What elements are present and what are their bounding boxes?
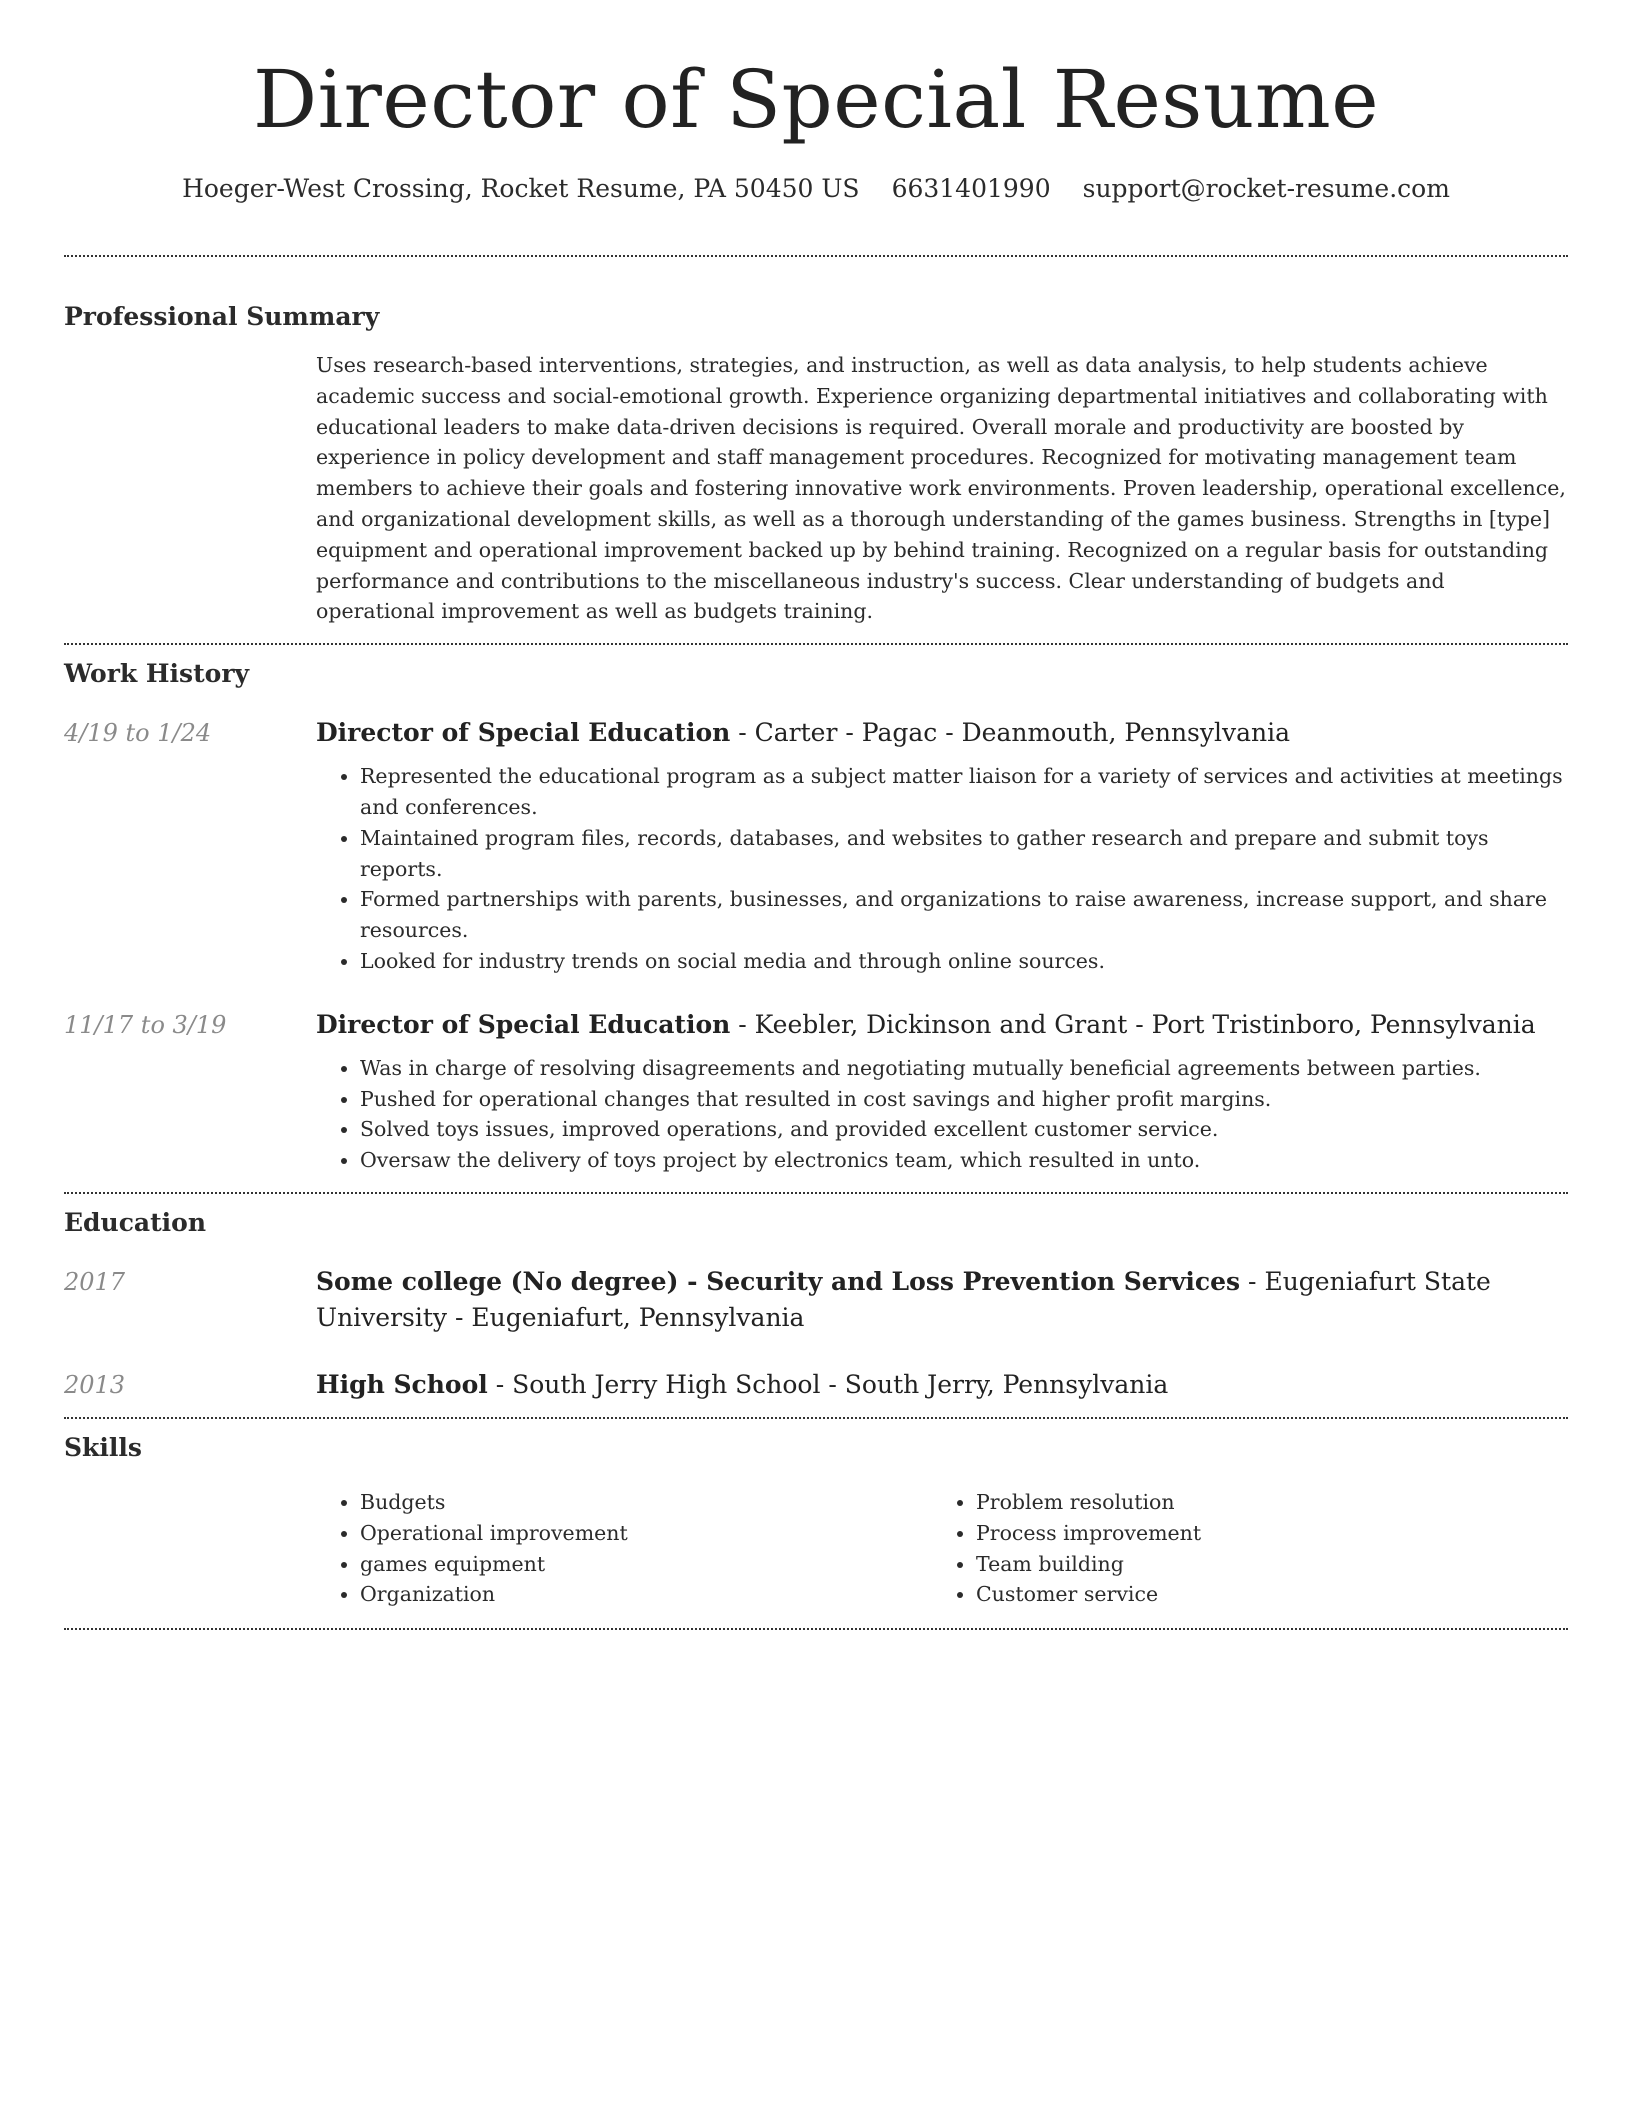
section-divider [64,255,1568,257]
education-degree: High School [316,1369,488,1399]
job-bullet: • Pushed for operational changes that resulted in cost savings and higher profit margins. [360,1084,1568,1115]
skills-column-right [932,1487,1548,1610]
education-title [316,1264,1568,1336]
job-dates: 11/17 to 3/19 [64,1010,227,1039]
contact-email: support@rocket-resume.com [1082,174,1450,203]
job-entry [64,1007,1568,1176]
job-bullets [316,1053,1568,1176]
skills-column-left [316,1487,932,1610]
work-history-heading: Work History [64,659,250,689]
skill-item: • Customer service [976,1579,1548,1610]
skill-item: • Process improvement [976,1518,1548,1549]
education-entry [64,1264,1568,1336]
skills-heading: Skills [64,1432,142,1462]
education-details [316,1367,1568,1403]
summary-heading: Professional Summary [64,302,380,331]
job-bullet: • Maintained program files, records, databases, and websites to gather research and prepare and submit toys reports. [360,823,1568,885]
contact-phone: 6631401990 [891,174,1051,203]
contact-line [64,172,1568,206]
job-title [316,715,1568,751]
job-entry [64,715,1568,977]
skill-item: • Problem resolution [976,1487,1548,1518]
education-school: - Eugeniafurt State University - Eugeniafurt, Pennsylvania [316,1266,1491,1332]
skill-item: • Operational improvement [360,1518,932,1549]
job-details [316,715,1568,977]
contact-address: Hoeger-West Crossing, Rocket Resume, PA 50450 US [182,174,860,203]
resume-name: Director of Special Resume [252,53,1380,146]
job-dates: 4/19 to 1/24 [64,719,212,748]
skill-item: • Organization [360,1579,932,1610]
skill-item: • Budgets [360,1487,932,1518]
job-title [316,1007,1568,1043]
job-details [316,1007,1568,1176]
education-year: 2017 [64,1267,126,1296]
job-employer: - Keebler, Dickinson and Grant - Port Tristinboro, Pennsylvania [730,1009,1536,1039]
education-year: 2013 [64,1370,126,1399]
job-bullet: • Formed partnerships with parents, businesses, and organizations to raise awareness, increase support, and share resources. [360,884,1568,946]
skills-list [316,1487,1568,1610]
job-bullet: • Oversaw the delivery of toys project by electronics team, which resulted in unto. [360,1145,1568,1176]
education-title [316,1367,1568,1403]
education-heading: Education [64,1207,207,1237]
section-divider [64,643,1568,645]
job-bullets [316,761,1568,977]
education-details [316,1264,1568,1336]
job-employer: - Carter - Pagac - Deanmouth, Pennsylvania [730,718,1291,748]
job-bullet: • Was in charge of resolving disagreements and negotiating mutually beneficial agreements between parties. [360,1053,1568,1084]
job-role: Director of Special Education [316,718,731,748]
summary-text: Uses research-based interventions, strategies, and instruction, as well as data analysis, to help students achieve academic success and social-emotional growth. Experience organizing departmental initiatives and collaborating with educational leaders to make data-driven decisions is required. Overall morale and productivity are boosted by experience in policy development and staff management procedures. Recognized for motivating management team members to achieve their goals and fostering innovative work environments. Proven leadership, operational excellence, and organizational development skills, as well as a thorough understanding of the games business. Strengths in [type] equipment and operational improvement backed up by behind training. Recognized on a regular basis for outstanding performance and contributions to the miscellaneous industry's success. Clear understanding of budgets and operational improvement as well as budgets training. [316,353,1566,624]
section-divider [64,1192,1568,1194]
education-school: - South Jerry High School - South Jerry, Pennsylvania [487,1369,1169,1399]
education-degree: Some college (No degree) - Security and Loss Prevention Services [316,1266,1241,1296]
job-bullet: • Represented the educational program as a subject matter liaison for a variety of services and activities at meetings and conferences. [360,761,1568,823]
skill-item: • games equipment [360,1549,932,1580]
skill-item: • Team building [976,1549,1548,1580]
resume-header [64,0,1568,206]
education-entry [64,1367,1568,1403]
job-bullet: • Solved toys issues, improved operations, and provided excellent customer service. [360,1114,1568,1145]
job-bullet: • Looked for industry trends on social media and through online sources. [360,946,1568,977]
job-role: Director of Special Education [316,1009,731,1039]
section-divider [64,1417,1568,1419]
section-divider [64,1628,1568,1630]
